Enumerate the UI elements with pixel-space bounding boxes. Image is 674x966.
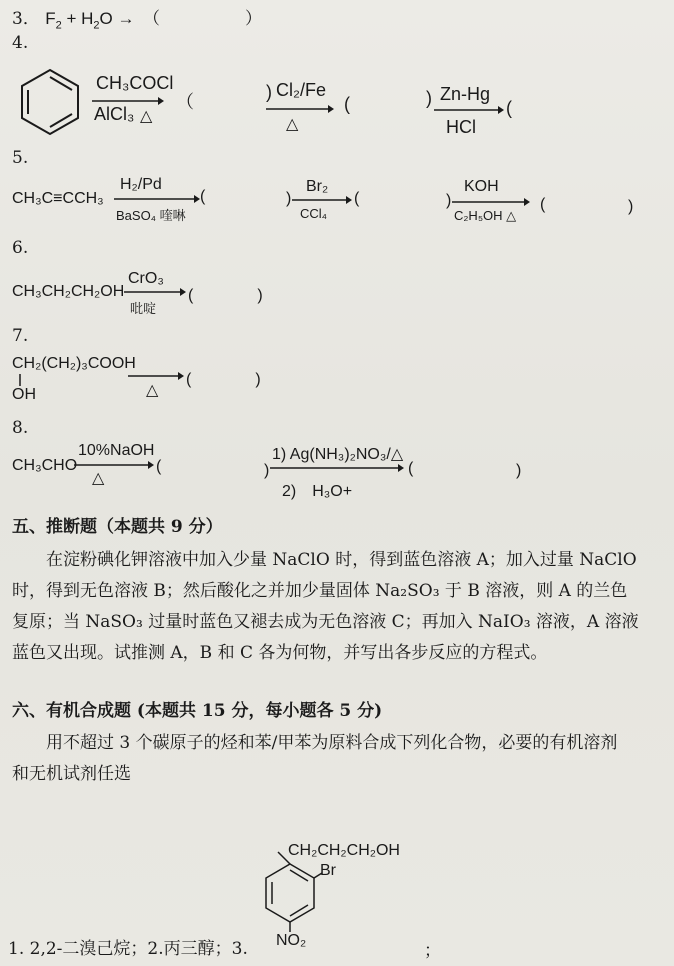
section6-items: 1. 2,2-二溴己烷；2.丙三醇；3. — [8, 939, 248, 959]
q4-arrow2 — [266, 104, 334, 114]
q4-reagent3-bottom: HCl — [446, 117, 476, 137]
q5-r1-bottom: BaSO₄ 喹啉 — [116, 208, 186, 223]
q5-r2-bottom: CCl₄ — [300, 206, 327, 221]
q8-paren2: ) — [264, 462, 270, 479]
q7-heat: △ — [146, 382, 159, 399]
q4-reagent1-top: CH₃COCl — [96, 73, 174, 93]
q6-arrow — [124, 287, 186, 297]
q4-reagent3-top: Zn-Hg — [440, 84, 491, 104]
q5-arrow3 — [452, 197, 530, 207]
section6-line-2: 和无机试剂任选 — [12, 764, 131, 784]
q8-arrow1 — [74, 460, 154, 470]
q4-paren1: （ — [176, 92, 194, 113]
benzene-ring — [18, 68, 82, 136]
q4-paren3: ( — [344, 94, 350, 114]
q7-bond — [18, 374, 22, 386]
section5-line-4: 蓝色又出现。试推测 A，B 和 C 各为何物，并写出各步反应的方程式。 — [12, 643, 548, 663]
q3-number: 3． — [12, 9, 40, 29]
q5-arrow1 — [114, 194, 200, 204]
q7-start: CH₂(CH₂)₃COOH — [12, 355, 136, 372]
q8-number: 8. — [12, 418, 29, 438]
q4-heat2: △ — [286, 116, 299, 133]
section6-line-1: 用不超过 3 个碳原子的烃和苯/甲苯为原料合成下列化合物，必要的有机溶剂 — [46, 733, 618, 753]
q8-r1-top: 10%NaOH — [78, 442, 155, 459]
section5-line-1: 在淀粉碘化钾溶液中加入少量 NaClO 时，得到蓝色溶液 A；加入过量 NaClO — [46, 550, 637, 570]
q8-paren3: ( — [408, 460, 414, 477]
q6-product: ( ) — [188, 287, 263, 304]
q5-paren6: ) — [628, 198, 634, 215]
q8-paren4: ) — [516, 462, 522, 479]
q4-heat1: △ — [140, 108, 153, 125]
q5-paren1: ( — [200, 188, 206, 205]
q8-start: CH₃CHO — [12, 457, 78, 474]
q4-paren5: ( — [506, 98, 512, 118]
q4-paren4: ) — [426, 88, 432, 108]
q5-r3-top: KOH — [464, 178, 499, 195]
q3-line — [12, 4, 262, 31]
section5-body — [12, 545, 662, 669]
structure-no2: NO₂ — [276, 932, 307, 949]
q6-start: CH₃CH₂CH₂OH — [12, 283, 125, 300]
q5-r2-top: Br₂ — [306, 178, 329, 195]
q4-reagent2-top: Cl₂/Fe — [276, 80, 326, 100]
q7-product: ( ) — [186, 371, 261, 388]
section6-semicolon: ； — [424, 941, 441, 961]
q8-r2-bottom: 2) H₃O+ — [282, 483, 353, 500]
q8-r1-bottom: △ — [92, 470, 105, 487]
section5-line-2: 时，得到无色溶液 B；然后酸化之并加少量固体 Na₂SO₃ 于 B 溶液，则 A 的兰色 — [12, 581, 628, 601]
q8-arrow2 — [270, 463, 404, 473]
section5-line-3: 复原；当 NaSO₃ 过量时蓝色又褪去成为无色溶液 C；再加入 NaIO₃ 溶液，A 溶液 — [12, 612, 639, 632]
structure-br: Br — [320, 862, 336, 879]
q5-number: 5. — [12, 148, 29, 168]
q5-r3-bottom: C₂H₅OH △ — [454, 208, 517, 223]
q5-paren3: ( — [354, 190, 360, 207]
q6-r-top: CrO₃ — [128, 270, 164, 287]
q4-paren2: ) — [266, 82, 272, 102]
q6-r-bottom: 吡啶 — [130, 301, 157, 316]
q5-start: CH₃C≡CCH₃ — [12, 190, 104, 207]
section5-title: 五、推断题（本题共 9 分） — [12, 517, 223, 537]
q5-paren2: ) — [286, 190, 292, 207]
section6-body — [12, 728, 662, 790]
q5-arrow2 — [292, 195, 352, 205]
q7-oh: OH — [12, 386, 36, 403]
q7-number: 7. — [12, 326, 29, 346]
q8-paren1: ( — [156, 458, 162, 475]
q6-number: 6. — [12, 238, 29, 258]
q5-r1-top: H₂/Pd — [120, 176, 162, 193]
q3-formula: $F_2 + H_2O$ → （ ） — [45, 9, 262, 32]
q5-paren5: ( — [540, 196, 546, 213]
q4-number: 4. — [12, 33, 29, 53]
section6-title: 六、有机合成题 (本题共 15 分，每小题各 5 分) — [12, 701, 383, 721]
q5-paren4: ) — [446, 192, 452, 209]
structure-chain: CH₂CH₂CH₂OH — [288, 842, 400, 859]
q4-arrow3 — [434, 105, 504, 115]
q8-r2-top: 1) Ag(NH₃)₂NO₃/△ — [272, 446, 404, 463]
q4-reagent1-bottom: AlCl₃ — [94, 104, 135, 124]
